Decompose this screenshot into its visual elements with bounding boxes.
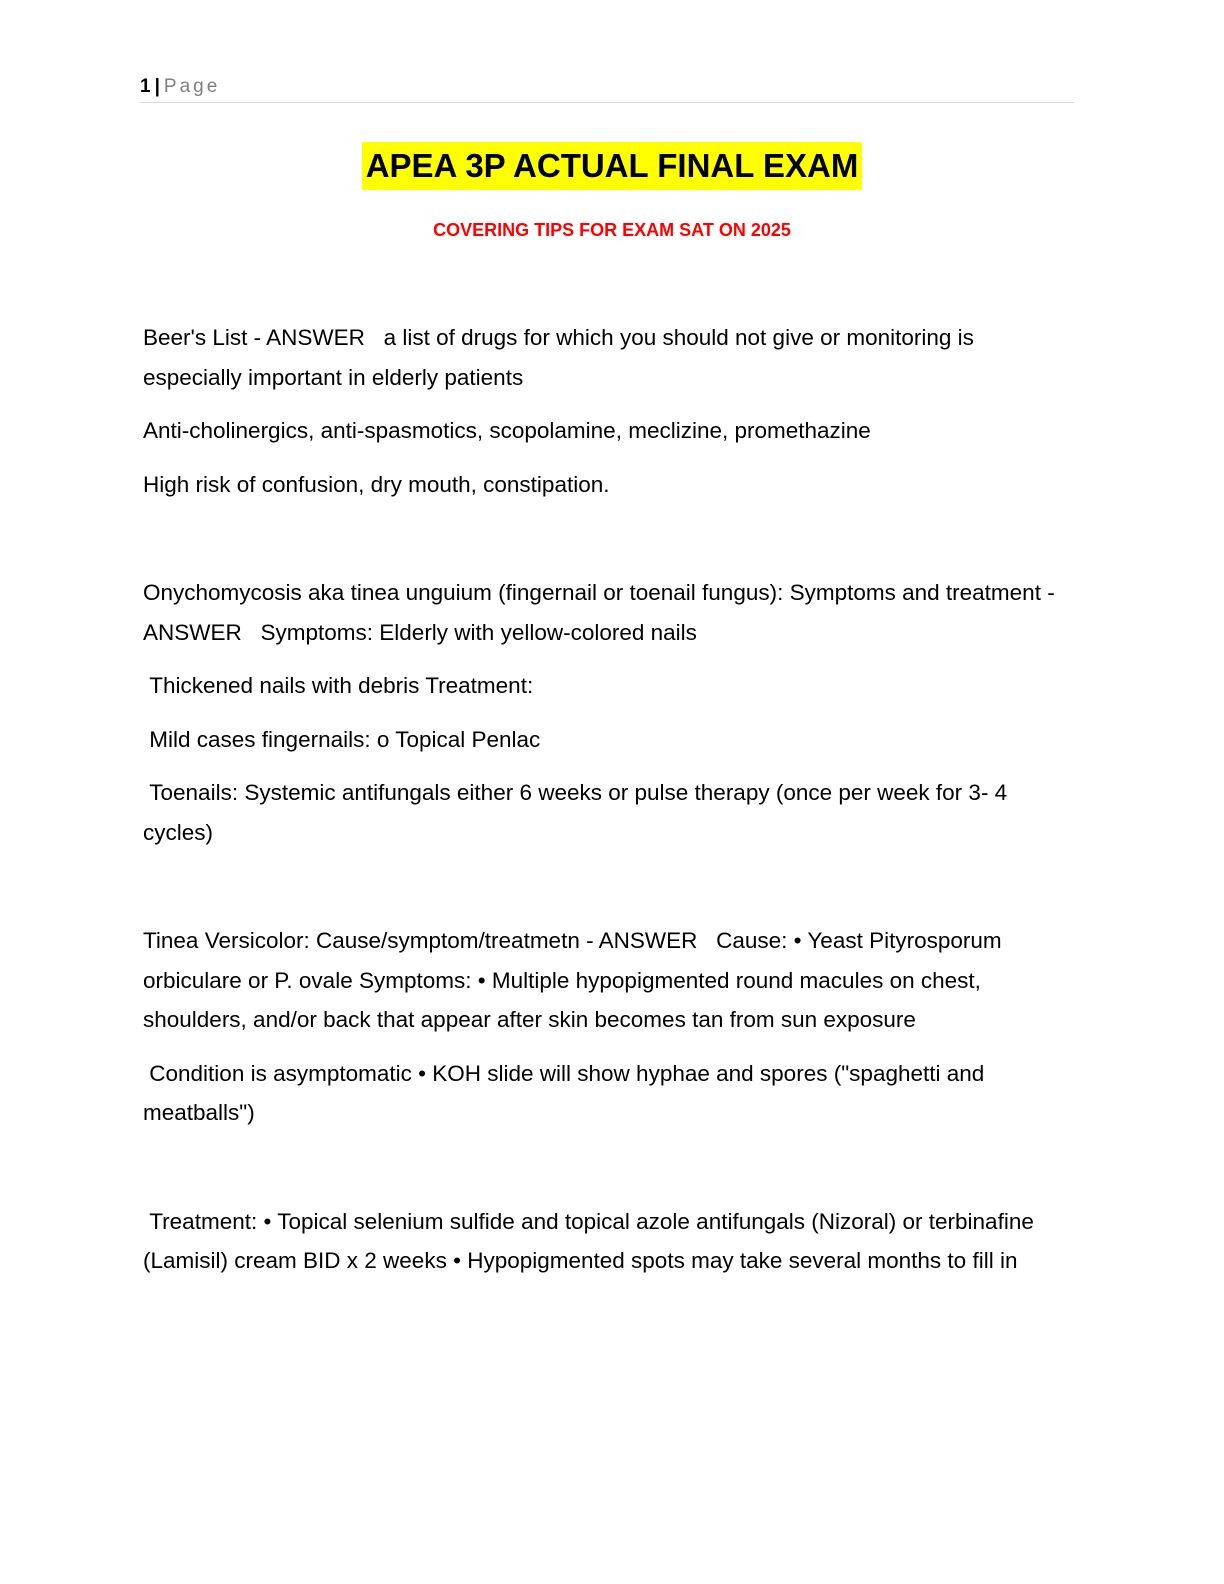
page-header bbox=[140, 74, 1074, 103]
paragraph-treatment: Treatment: • Topical selenium sulfide and topical azole antifungals (Nizoral) or terbinafine (Lamisil) cream BID x 2 weeks • Hypopigmented spots may take several months to fill in bbox=[143, 1208, 1041, 1273]
document-body bbox=[143, 318, 1078, 1295]
paragraph-beers-list: Beer's List - ANSWER a list of drugs for which you should not give or monitoring is especially important in elderly patients bbox=[143, 325, 981, 390]
paragraph-condition: Condition is asymptomatic • KOH slide will show hyphae and spores ("spaghetti and meatballs") bbox=[143, 1060, 991, 1125]
paragraph-anticholinergics: Anti-cholinergics, anti-spasmotics, scopolamine, meclizine, promethazine bbox=[143, 418, 871, 443]
page-separator: | bbox=[154, 76, 160, 97]
paragraph-onychomycosis: Onychomycosis aka tinea unguium (fingernail or toenail fungus): Symptoms and treatment - ANSWER Symptoms: Elderly with yellow-colored nails bbox=[143, 580, 1060, 645]
document-title: APEA 3P ACTUAL FINAL EXAM bbox=[362, 142, 863, 190]
section-gap bbox=[143, 1147, 1078, 1202]
paragraph-high-risk: High risk of confusion, dry mouth, constipation. bbox=[143, 471, 610, 497]
title-container bbox=[0, 142, 1224, 190]
section-gap bbox=[143, 866, 1078, 921]
paragraph-mild-cases: Mild cases fingernails: o Topical Penlac bbox=[143, 726, 541, 752]
document-subtitle: COVERING TIPS FOR EXAM SAT ON 2025 bbox=[433, 220, 791, 240]
section-gap bbox=[143, 518, 1078, 573]
paragraph-toenails: Toenails: Systemic antifungals either 6 weeks or pulse therapy (once per week for 3- 4 cycles) bbox=[143, 780, 1014, 845]
page-label: Page bbox=[163, 76, 221, 97]
page-number: 1 bbox=[140, 76, 151, 97]
paragraph-tinea-versicolor: Tinea Versicolor: Cause/symptom/treatmetn - ANSWER Cause: • Yeast Pityrosporum orbiculare or P. ovale Symptoms: • Multiple hypopigmented round macules on chest, shoulders, and/or back that appear after skin becomes tan from sun exposure bbox=[143, 928, 1008, 1032]
paragraph-thickened-nails: Thickened nails with debris Treatment: bbox=[143, 673, 534, 698]
